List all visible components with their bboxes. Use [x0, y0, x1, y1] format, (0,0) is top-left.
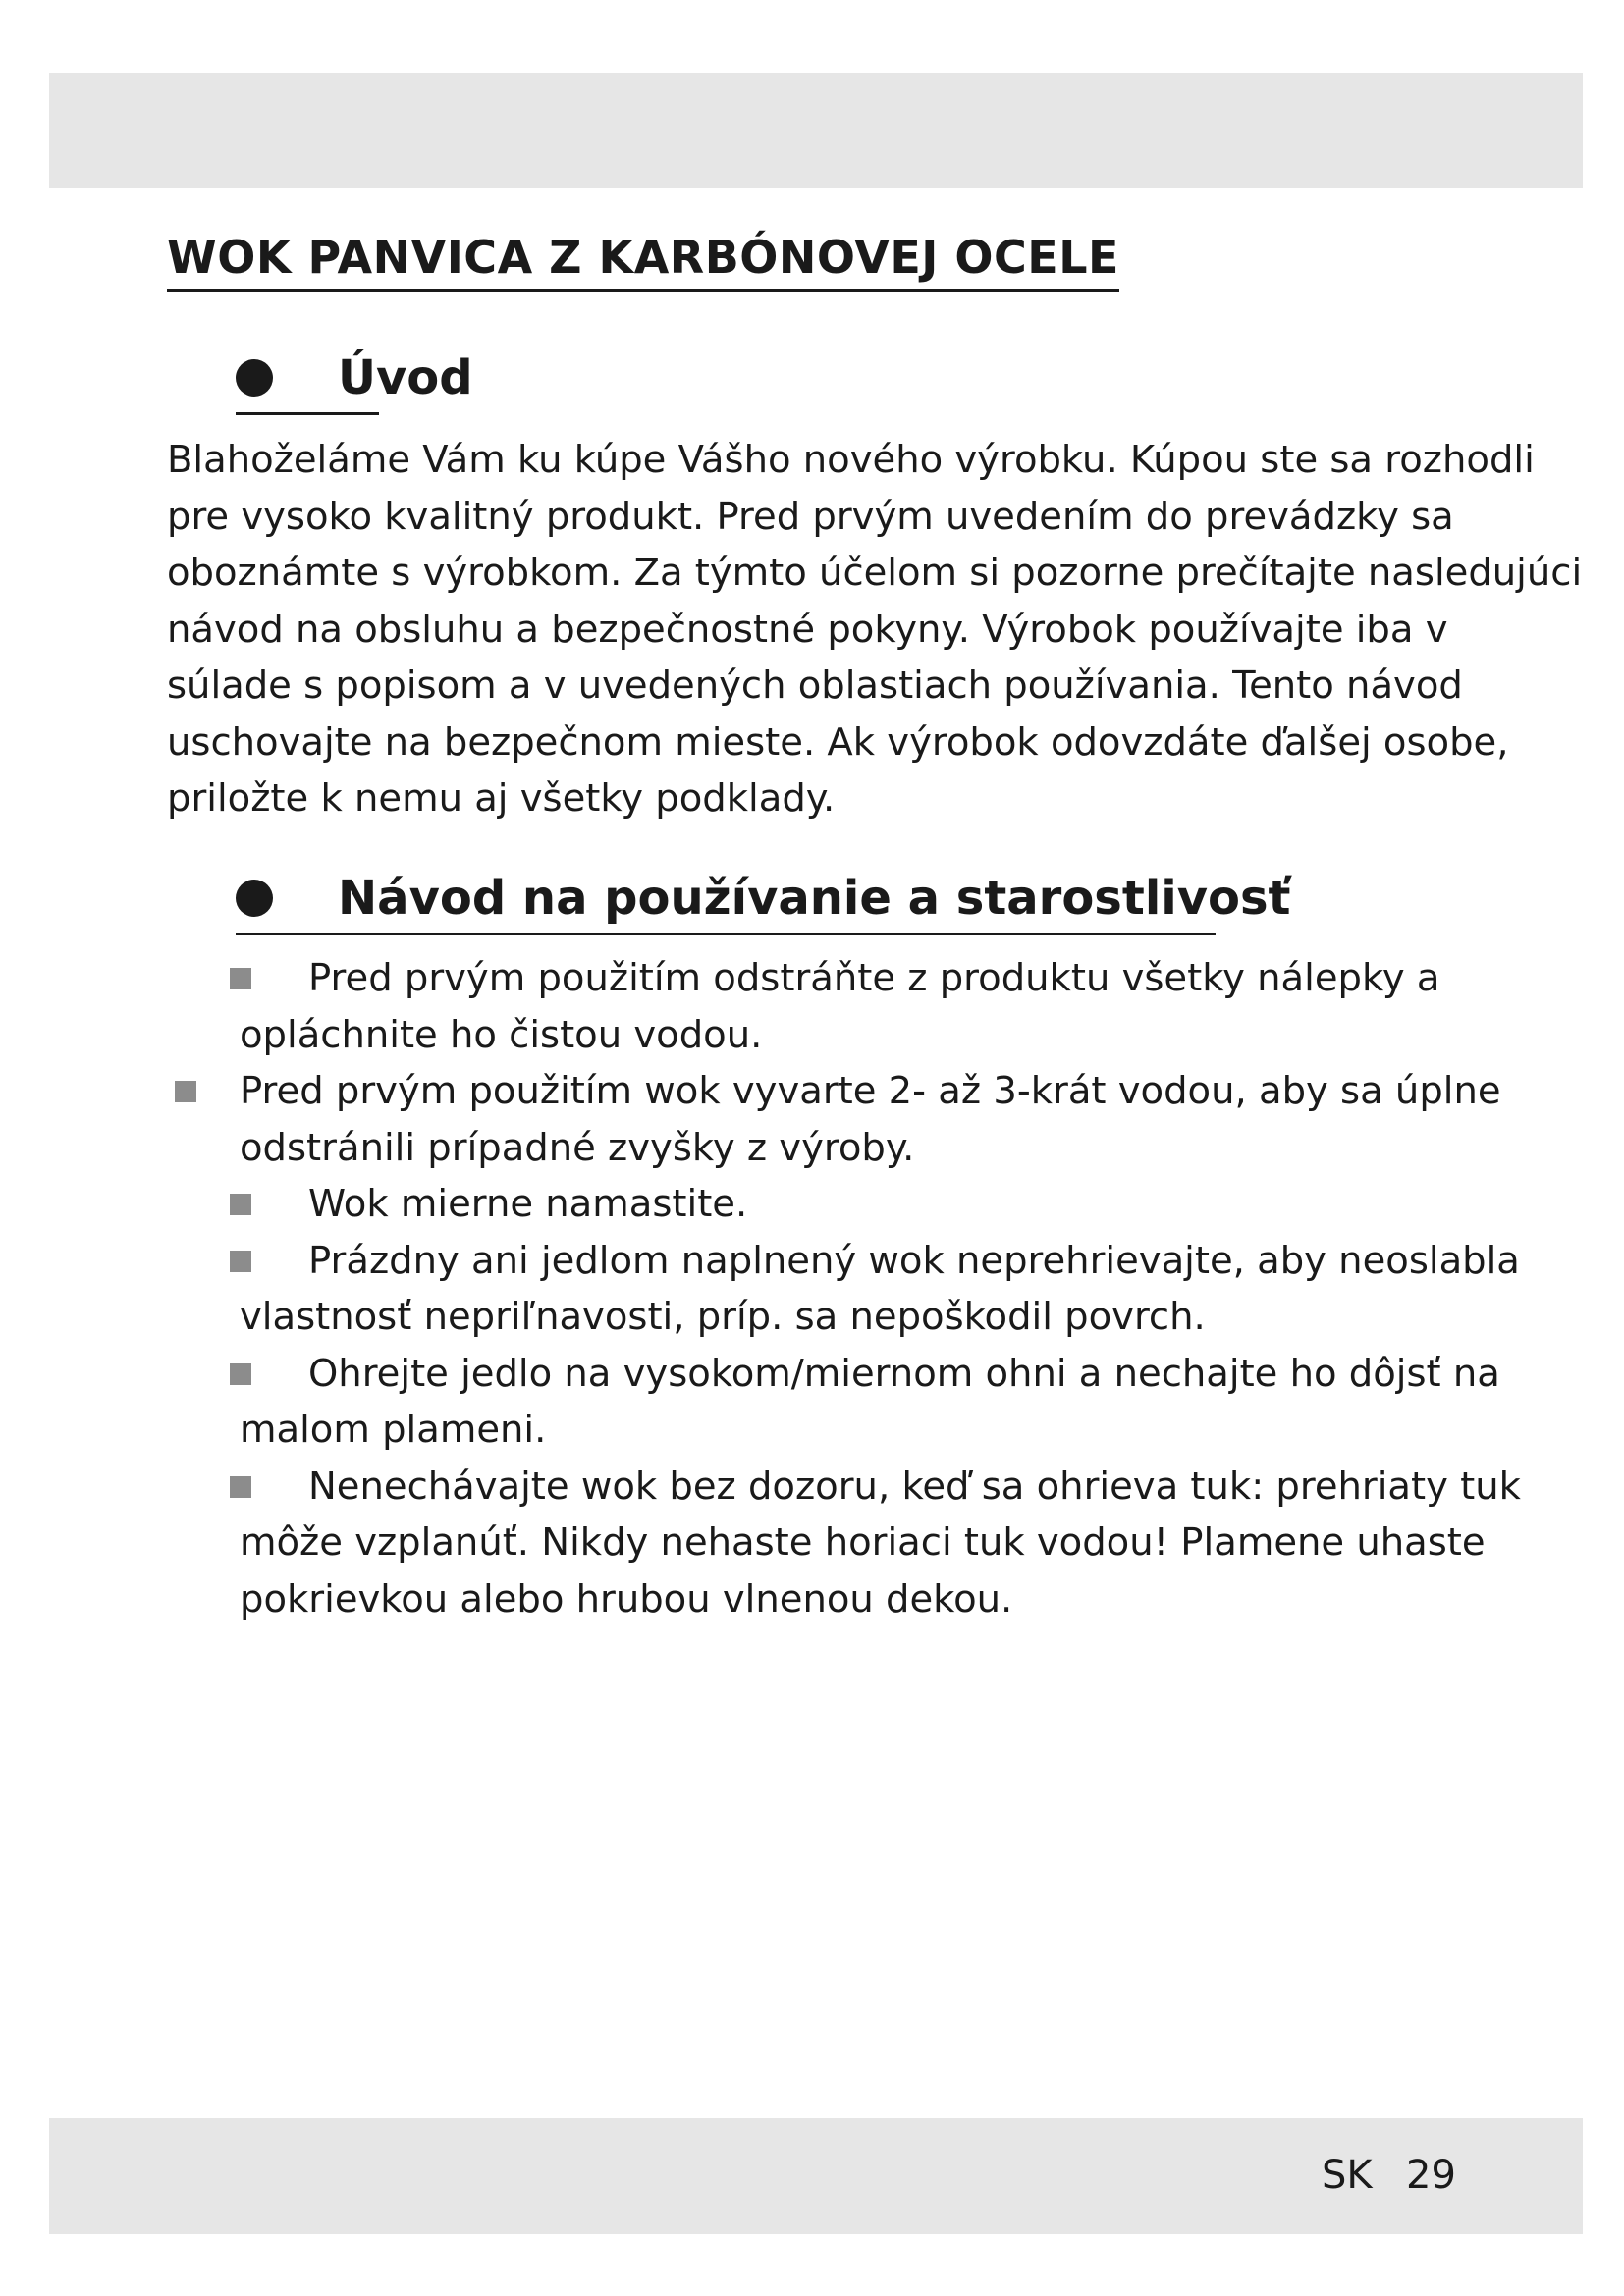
intro-paragraph [167, 432, 1583, 828]
square-bullet-icon [230, 1194, 251, 1215]
list-item-line: odstránili prípadné zvyšky z výroby. [240, 1125, 915, 1170]
list-item [0, 1346, 1624, 1459]
page-number: 29 [1406, 2153, 1456, 2198]
paragraph-line: návod na obsluhu a bezpečnostné pokyny. Výrobok používajte iba v [167, 607, 1448, 652]
list-item [0, 950, 1624, 1063]
header-band [49, 73, 1583, 188]
list-item [0, 1176, 1624, 1233]
paragraph-line: priložte k nemu aj všetky podklady. [167, 776, 836, 821]
list-item-line: malom plameni. [240, 1408, 547, 1452]
paragraph-line: uschovajte na bezpečnom mieste. Ak výrobok odovzdáte ďalšej osobe, [167, 720, 1509, 765]
paragraph-line: Blahoželáme Vám ku kúpe Vášho nového výrobku. Kúpou ste sa rozhodli [167, 438, 1535, 482]
paragraph-line: pre vysoko kvalitný produkt. Pred prvým uvedením do prevádzky sa [167, 494, 1454, 539]
list-item-line: pokrievkou alebo hrubou vlnenou dekou. [240, 1576, 1013, 1622]
list-item-line: Prázdny ani jedlom naplnený wok neprehrievajte, aby neoslabla [308, 1238, 1520, 1283]
list-item-line: Pred prvým použitím odstráňte z produktu všetky nálepky a [308, 956, 1440, 1000]
paragraph-line: súlade s popisom a v uvedených oblastiach používania. Tento návod [167, 664, 1463, 708]
square-bullet-icon [230, 1363, 251, 1385]
list-item-line: opláchnite ho čistou vodou. [240, 1012, 763, 1057]
section-heading-text: Návod na používanie a starostlivosť [338, 871, 1291, 926]
page-title: WOK PANVICA Z KARBÓNOVEJ OCELE [167, 228, 1119, 292]
list-item-line: Pred prvým použitím wok vyvarte 2- až 3-krát vodou, aby sa úplne [240, 1069, 1501, 1113]
square-bullet-icon [230, 1251, 251, 1272]
square-bullet-icon [230, 968, 251, 989]
section-heading-text: Úvod [338, 350, 473, 405]
list-item [0, 1459, 1624, 1629]
paragraph-line: oboznámte s výrobkom. Za týmto účelom si pozorne prečítajte nasledujúci [167, 551, 1583, 595]
list-item-line: Nenechávajte wok bez dozoru, keď sa ohrieva tuk: prehriaty tuk [308, 1464, 1521, 1509]
heading-underline [236, 933, 1216, 935]
square-bullet-icon [230, 1476, 251, 1498]
bullet-dot-icon [236, 359, 273, 397]
list-item-line: Wok mierne namastite. [308, 1182, 748, 1226]
language-code: SK [1322, 2153, 1373, 2198]
list-item-line: Ohrejte jedlo na vysokom/miernom ohni a nechajte ho dôjsť na [308, 1351, 1500, 1396]
care-instructions-list [0, 950, 1624, 1628]
list-item-line: môže vzplanúť. Nikdy nehaste horiaci tuk vodou! Plamene uhaste [240, 1521, 1486, 1565]
page-footer [1296, 2144, 1456, 2207]
list-item-line: vlastnosť nepriľnavosti, príp. sa nepoškodil povrch. [240, 1295, 1206, 1339]
bullet-dot-icon [236, 880, 273, 917]
list-item [0, 1233, 1624, 1346]
heading-underline [236, 412, 379, 415]
square-bullet-icon [175, 1081, 196, 1102]
list-item [0, 1063, 1624, 1176]
